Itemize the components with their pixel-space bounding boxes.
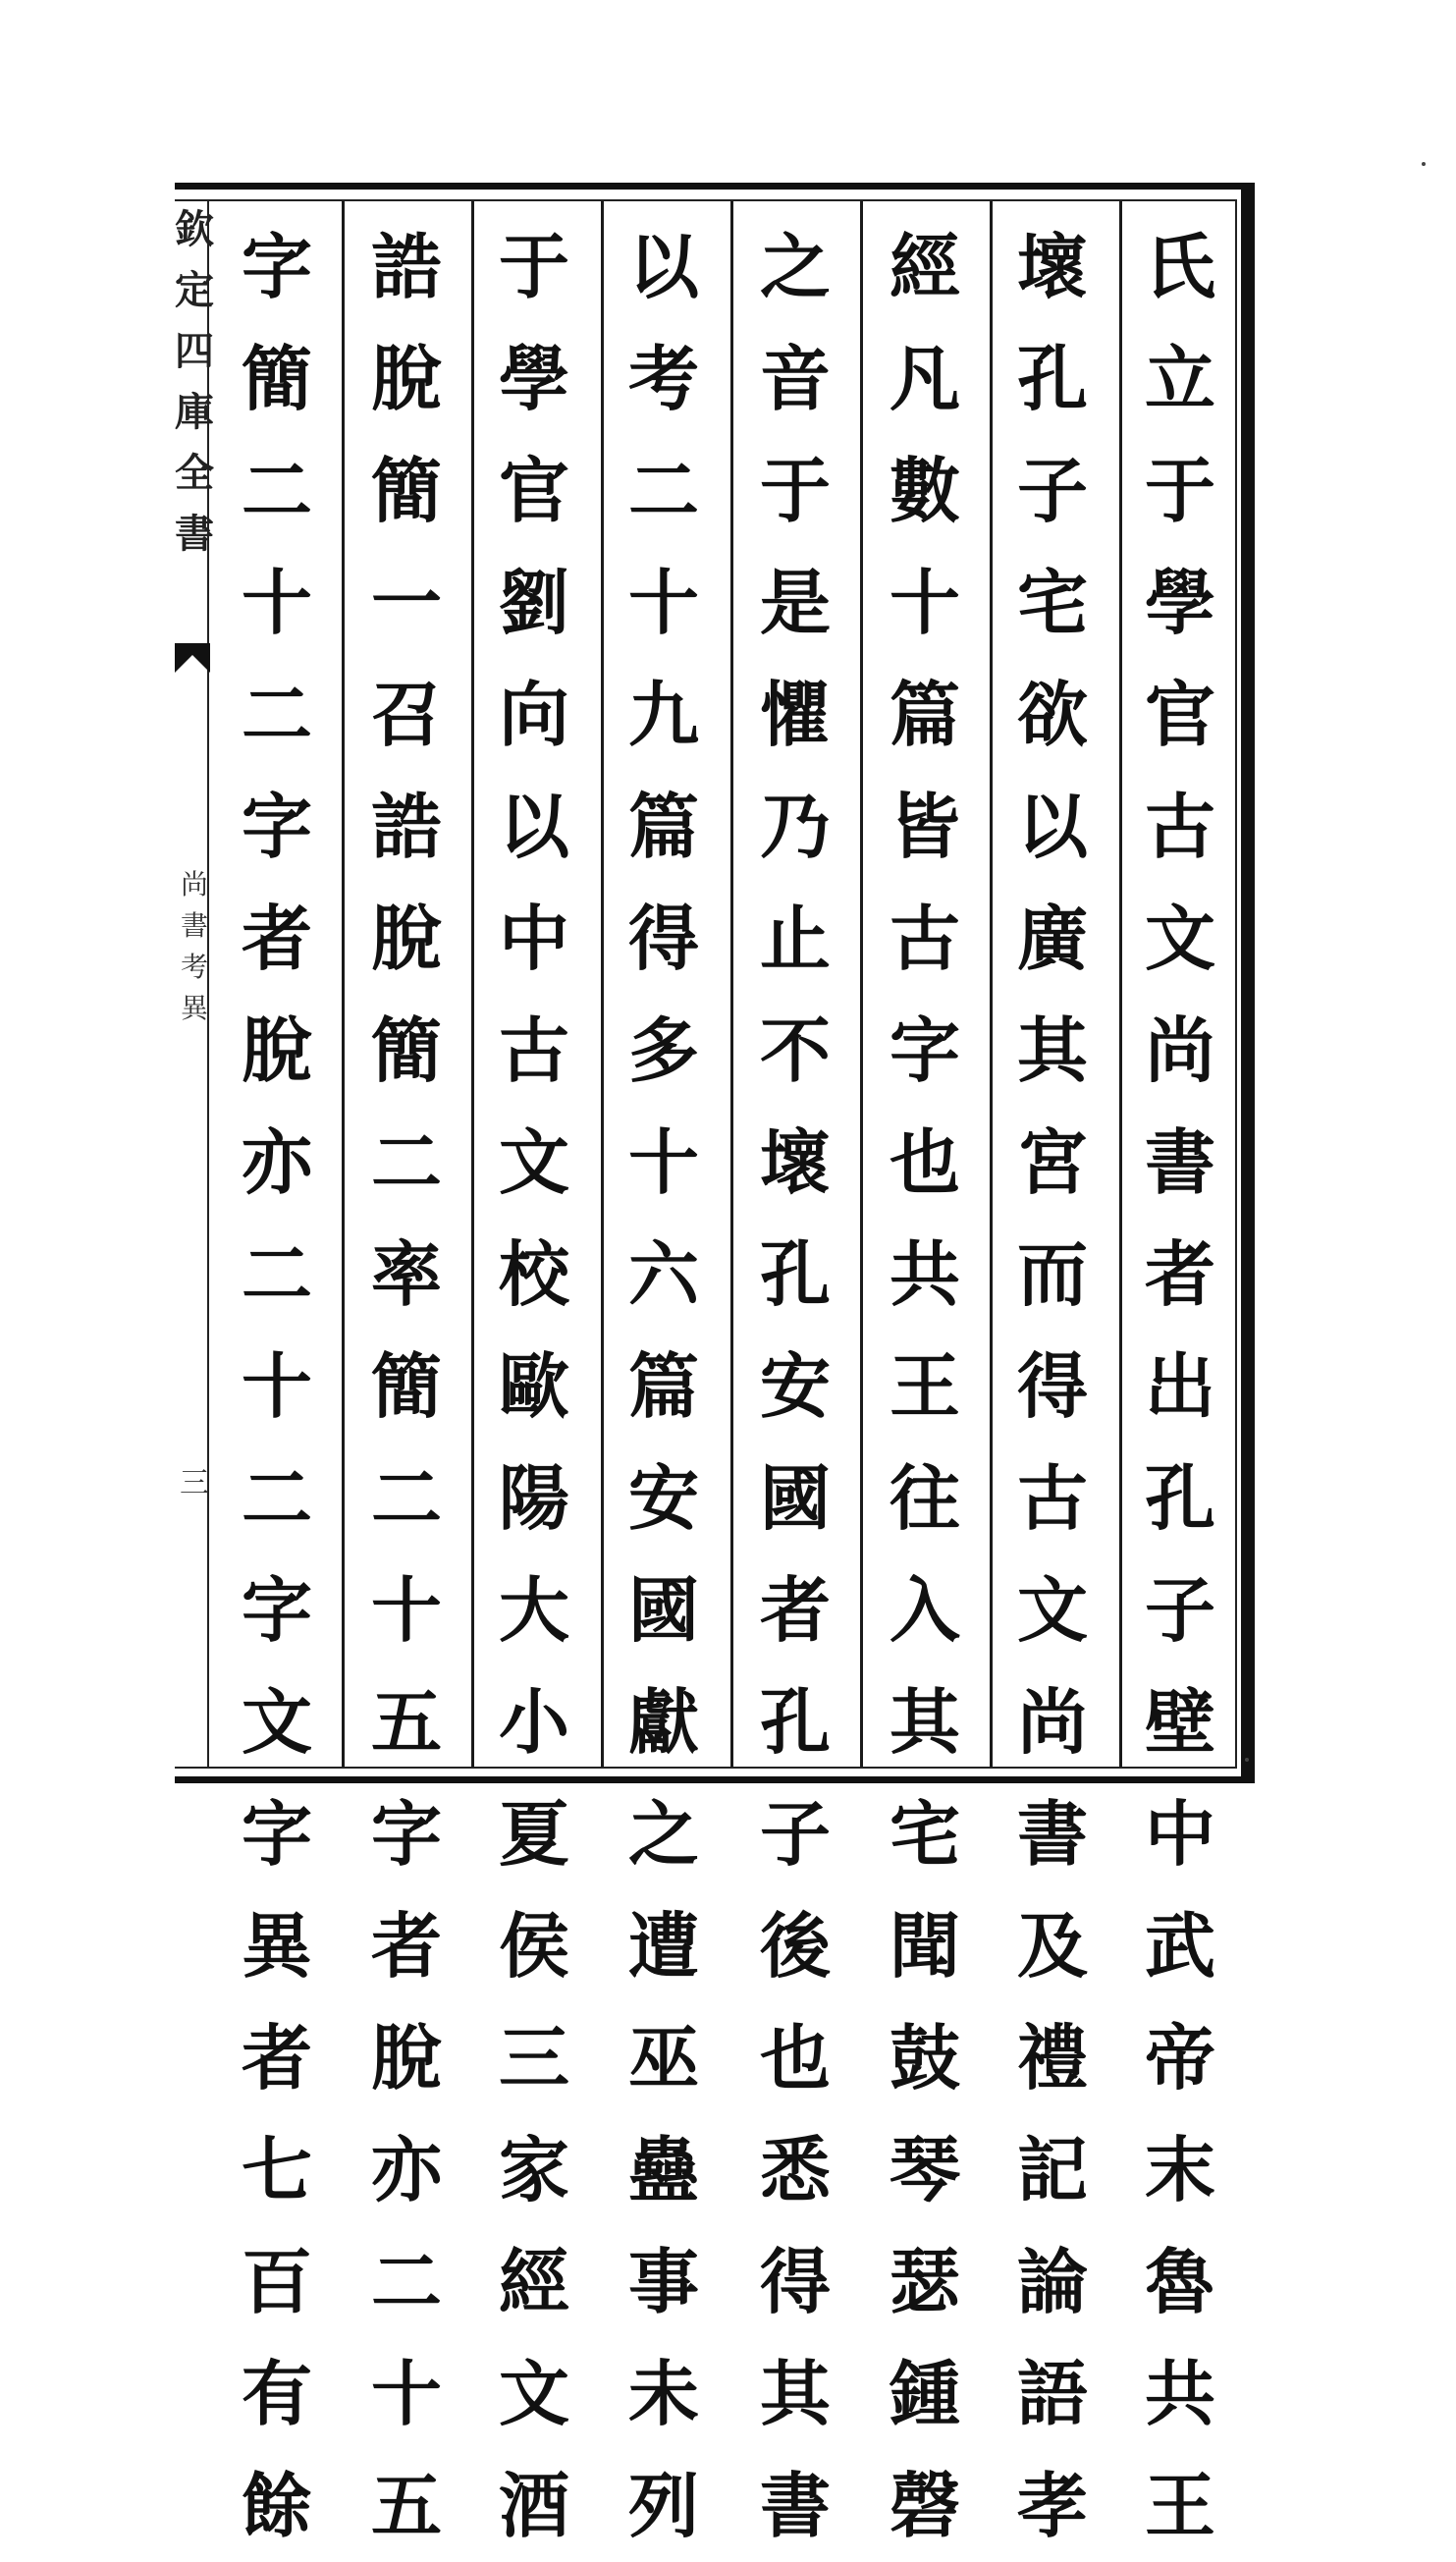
column-char: 二 [627,449,699,532]
column-char: 七 [241,2128,312,2211]
column-char: 懼 [759,673,831,756]
column-char: 者 [759,1568,831,1652]
column-char: 音 [759,337,831,420]
column-char: 古 [498,1008,569,1092]
column-char: 孔 [759,1232,831,1316]
column-char: 悉 [759,2128,831,2211]
column-char: 瑟 [889,2240,960,2323]
column-char: 字 [370,1792,442,1876]
column-char: 入 [889,1568,960,1652]
column-char: 古 [889,897,960,980]
column-char: 之 [759,225,831,308]
text-column [864,211,986,2547]
column-char: 王 [889,1344,960,1428]
column-char: 子 [1144,1568,1215,1652]
column-rule [730,201,733,1767]
column-char: 凡 [889,337,960,420]
column-char: 十 [241,561,312,644]
column-char: 有 [241,2352,312,2435]
column-char: 及 [1016,1904,1088,1988]
column-char: 宅 [1016,561,1088,644]
column-char: 率 [370,1232,442,1316]
column-char: 二 [370,2240,442,2323]
column-char: 字 [241,1568,312,1652]
column-char: 書 [1016,1792,1088,1876]
column-char: 簡 [370,1008,442,1092]
column-char: 夏 [498,1792,569,1876]
banner-char: 欽 [175,206,214,252]
column-char: 者 [370,1904,442,1988]
column-char: 文 [241,1680,312,1764]
column-char: 欲 [1016,673,1088,756]
column-char: 禮 [1016,2016,1088,2099]
book-title-char: 書 [180,909,208,942]
column-char: 二 [241,1456,312,1540]
column-char: 列 [627,2464,699,2547]
column-char: 脫 [241,1008,312,1092]
column-char: 九 [627,673,699,756]
column-char: 五 [370,1680,442,1764]
column-char: 論 [1016,2240,1088,2323]
column-char: 壁 [1144,1680,1215,1764]
column-char: 以 [498,785,569,868]
column-char: 氏 [1144,225,1215,308]
text-column [216,211,338,2547]
column-char: 孔 [1144,1456,1215,1540]
column-char: 壞 [759,1120,831,1204]
column-char: 磬 [889,2464,960,2547]
column-char: 大 [498,1568,569,1652]
column-char: 篇 [627,1344,699,1428]
column-char: 字 [241,225,312,308]
book-title-char: 異 [180,992,208,1024]
text-column [346,211,467,2547]
column-char: 得 [759,2240,831,2323]
column-char: 脫 [370,2016,442,2099]
column-char: 其 [889,1680,960,1764]
text-column [473,211,595,2547]
column-char: 篇 [889,673,960,756]
column-char: 琴 [889,2128,960,2211]
column-char: 侯 [498,1904,569,1988]
banner-char: 書 [175,511,214,557]
column-char: 六 [627,1232,699,1316]
column-char: 五 [370,2464,442,2547]
column-char: 而 [1016,1232,1088,1316]
column-char: 于 [1144,449,1215,532]
margin-book-title [175,864,214,1029]
column-char: 校 [498,1232,569,1316]
column-char: 安 [627,1456,699,1540]
column-char: 于 [759,449,831,532]
column-char: 官 [498,449,569,532]
column-char: 誥 [370,225,442,308]
column-char: 也 [889,1120,960,1204]
column-char: 魯 [1144,2240,1215,2323]
column-char: 其 [759,2352,831,2435]
column-char: 孔 [1016,337,1088,420]
column-rule [342,201,345,1767]
column-char: 十 [627,561,699,644]
column-char: 脫 [370,337,442,420]
column-char: 經 [498,2240,569,2323]
column-char: 皆 [889,785,960,868]
column-char: 篇 [627,785,699,868]
column-char: 者 [241,897,312,980]
column-char: 二 [241,673,312,756]
column-char: 孔 [759,1680,831,1764]
banner-char: 庫 [175,389,214,435]
column-char: 也 [759,2016,831,2099]
column-char: 書 [1144,1120,1215,1204]
column-char: 記 [1016,2128,1088,2211]
column-char: 聞 [889,1904,960,1988]
column-char: 家 [498,2128,569,2211]
page-number: 三 [180,1466,209,1500]
column-char: 鼓 [889,2016,960,2099]
column-char: 往 [889,1456,960,1540]
column-char: 子 [759,1792,831,1876]
column-char: 尚 [1144,1008,1215,1092]
column-char: 十 [889,561,960,644]
speck [1422,162,1426,166]
column-char: 字 [241,785,312,868]
column-char: 壞 [1016,225,1088,308]
column-char: 其 [1016,1008,1088,1092]
column-char: 數 [889,449,960,532]
column-char: 末 [1144,2128,1215,2211]
column-char: 官 [1144,673,1215,756]
column-char: 乃 [759,785,831,868]
column-char: 是 [759,561,831,644]
column-char: 語 [1016,2352,1088,2435]
column-char: 字 [889,1008,960,1092]
column-char: 學 [1144,561,1215,644]
column-char: 出 [1144,1344,1215,1428]
column-char: 宮 [1016,1120,1088,1204]
text-column [1119,211,1241,2547]
column-char: 共 [1144,2352,1215,2435]
column-char: 小 [498,1680,569,1764]
column-char: 文 [498,1120,569,1204]
column-char: 二 [241,1232,312,1316]
column-char: 尚 [1016,1680,1088,1764]
banner-char: 定 [175,267,214,313]
column-char: 考 [627,337,699,420]
column-char: 十 [241,1344,312,1428]
column-char: 中 [1144,1792,1215,1876]
column-char: 亦 [241,1120,312,1204]
column-char: 劉 [498,561,569,644]
column-char: 止 [759,897,831,980]
column-char: 得 [627,897,699,980]
column-char: 武 [1144,1904,1215,1988]
book-title-char: 尚 [180,868,208,900]
column-char: 鍾 [889,2352,960,2435]
text-column [992,211,1113,2547]
column-char: 獻 [627,1680,699,1764]
column-char: 誥 [370,785,442,868]
column-char: 于 [498,225,569,308]
column-char: 陽 [498,1456,569,1540]
column-char: 安 [759,1344,831,1428]
column-char: 共 [889,1232,960,1316]
text-column [734,211,856,2547]
column-char: 酒 [498,2464,569,2547]
column-char: 經 [889,225,960,308]
column-char: 王 [1144,2464,1215,2547]
column-char: 二 [370,1456,442,1540]
column-char: 蠱 [627,2128,699,2211]
column-char: 歐 [498,1344,569,1428]
book-title-char: 考 [180,951,208,983]
column-char: 二 [241,449,312,532]
column-char: 文 [498,2352,569,2435]
column-char: 未 [627,2352,699,2435]
column-char: 古 [1144,785,1215,868]
column-char: 者 [1144,1232,1215,1316]
column-char: 餘 [241,2464,312,2547]
margin-banner-title [175,199,214,565]
banner-char: 全 [175,450,214,496]
column-char: 字 [241,1792,312,1876]
column-char: 向 [498,673,569,756]
column-char: 以 [1016,785,1088,868]
column-char: 帝 [1144,2016,1215,2099]
column-char: 巫 [627,2016,699,2099]
column-char: 孝 [1016,2464,1088,2547]
column-char: 簡 [370,1344,442,1428]
column-char: 以 [627,225,699,308]
column-char: 宅 [889,1792,960,1876]
column-char: 後 [759,1904,831,1988]
column-char: 簡 [370,449,442,532]
column-char: 事 [627,2240,699,2323]
column-char: 不 [759,1008,831,1092]
column-char: 學 [498,337,569,420]
column-char: 異 [241,1904,312,1988]
column-char: 中 [498,897,569,980]
column-char: 立 [1144,337,1215,420]
column-char: 簡 [241,337,312,420]
column-char: 得 [1016,1344,1088,1428]
column-char: 二 [370,1120,442,1204]
column-char: 古 [1016,1456,1088,1540]
column-rule [860,201,863,1767]
text-column [603,211,725,2547]
column-char: 廣 [1016,897,1088,980]
column-char: 國 [759,1456,831,1540]
speck [1245,1758,1249,1762]
column-char: 多 [627,1008,699,1092]
column-char: 一 [370,561,442,644]
column-char: 書 [759,2464,831,2547]
column-char: 三 [498,2016,569,2099]
column-char: 文 [1016,1568,1088,1652]
column-char: 之 [627,1792,699,1876]
column-char: 者 [241,2016,312,2099]
column-char: 文 [1144,897,1215,980]
column-char: 脫 [370,897,442,980]
column-char: 召 [370,673,442,756]
column-char: 百 [241,2240,312,2323]
column-char: 子 [1016,449,1088,532]
banner-char: 四 [175,328,214,374]
column-char: 十 [627,1120,699,1204]
column-char: 十 [370,2352,442,2435]
column-char: 遭 [627,1904,699,1988]
column-char: 國 [627,1568,699,1652]
column-char: 十 [370,1568,442,1652]
column-char: 亦 [370,2128,442,2211]
